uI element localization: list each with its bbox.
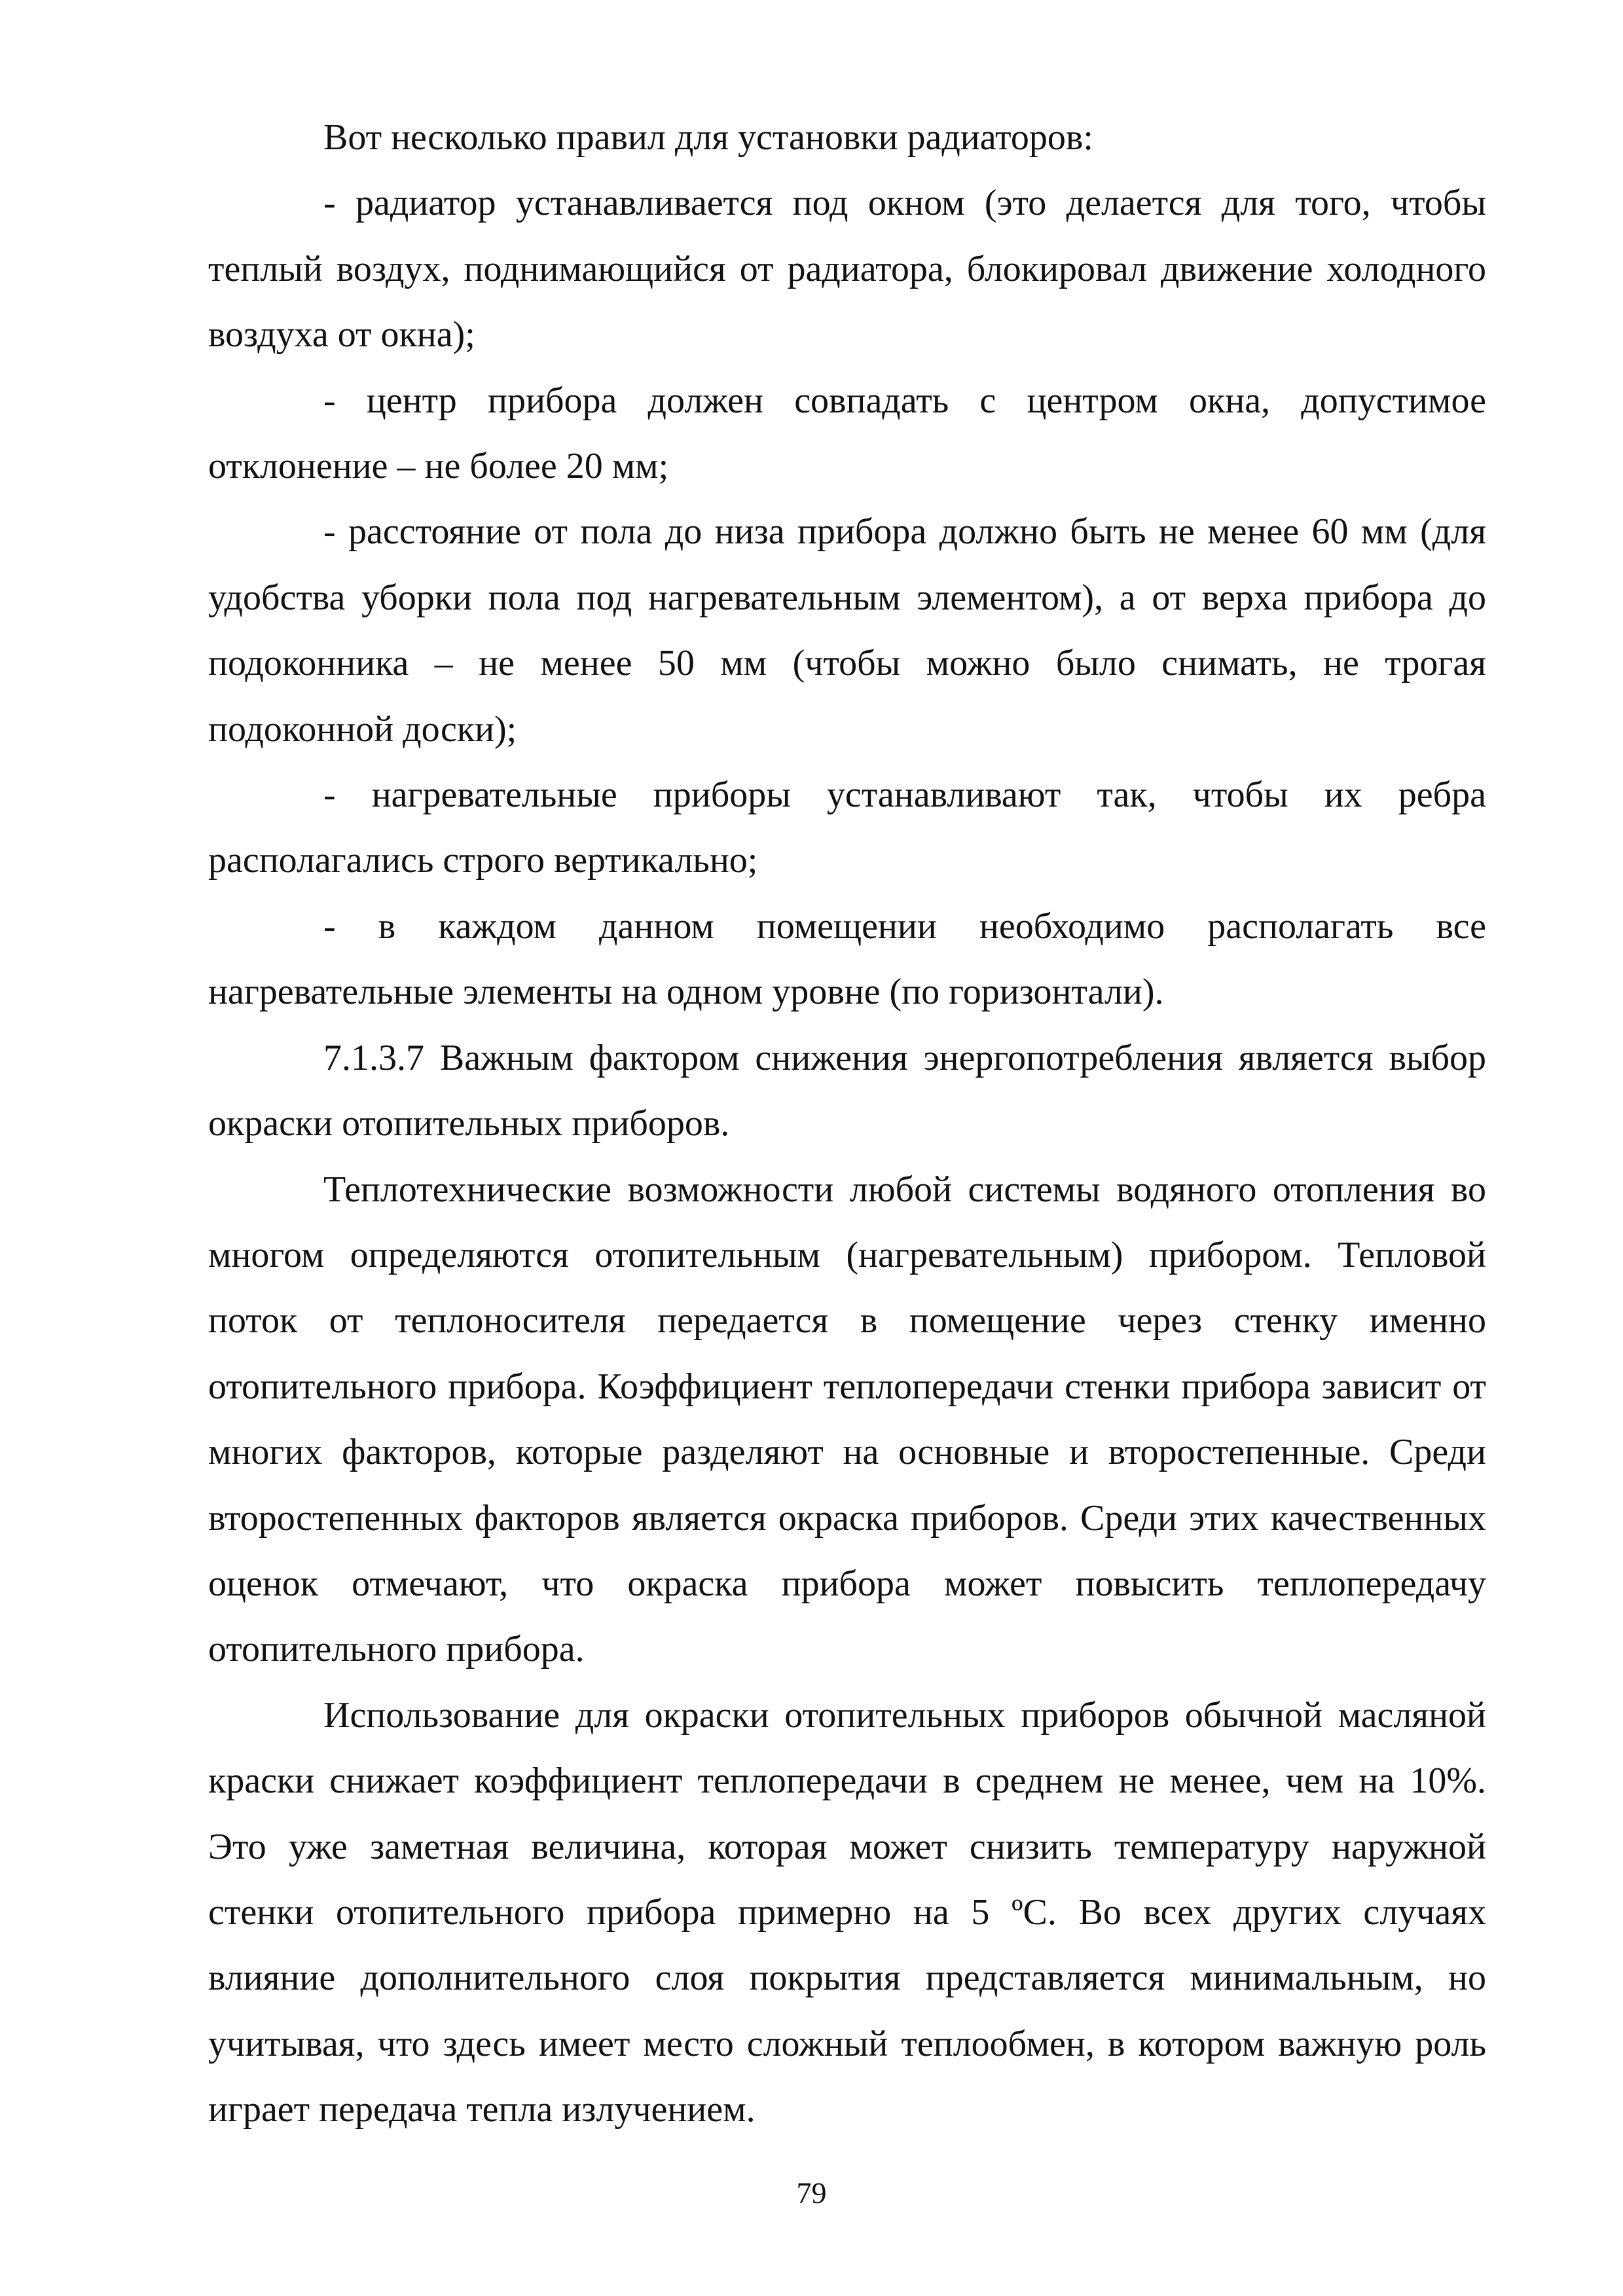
paragraph-heat-capability: Теплотехнические возможности любой системы водяного отопления во многом определяются отопительным (нагревательным) прибором. Тепловой поток от теплоносителя передается в помещение через стенку именно отопительного прибора. Коэффициент теплопередачи стенки прибора зависит от многих факторов, которые разделяют на основные и второстепенные. Среди второстепенных факторов является окраска приборов. Среди этих качественных оценок отмечают, что окраска прибора может повысить теплопередачу отопительного прибора. bbox=[208, 1169, 1486, 1670]
paragraph-oil-paint: Использование для окраски отопительных приборов обычной масляной краски снижает коэффициент теплопередачи в среднем не менее, чем на 10%. Это уже заметная величина, которая может снизить температуру наружной стенки отопительного прибора примерно на 5 ºС. Во всех других случаях влияние дополнительного слоя покрытия представляется минимальным, но учитывая, что здесь имеет место сложный теплообмен, в котором важную роль играет передача тепла излучением. bbox=[208, 1694, 1486, 2130]
page-body bbox=[208, 105, 1486, 2143]
page-number: 79 bbox=[796, 2176, 827, 2210]
paragraph-rule-distance: - расстояние от пола до низа прибора должно быть не менее 60 мм (для удобства уборки пола под нагревательным элементом), а от верха прибора до подоконника – не менее 50 мм (чтобы можно было снимать, не трогая подоконной доски); bbox=[208, 511, 1486, 750]
paragraph-intro: Вот несколько правил для установки радиаторов: bbox=[323, 117, 1093, 158]
paragraph-rule-center: - центр прибора должен совпадать с центром окна, допустимое отклонение – не более 20 мм; bbox=[208, 380, 1486, 487]
paragraph-rule-vertical: - нагревательные приборы устанавливают так, чтобы их ребра располагались строго вертикально; bbox=[208, 774, 1486, 881]
paragraph-rule-under-window: - радиатор устанавливается под окном (это делается для того, чтобы теплый воздух, поднимающийся от радиатора, блокировал движение холодного воздуха от окна); bbox=[208, 183, 1486, 355]
paragraph-section-7-1-3-7: 7.1.3.7 Важным фактором снижения энергопотребления является выбор окраски отопительных приборов. bbox=[208, 1037, 1486, 1144]
paragraph-rule-level: - в каждом данном помещении необходимо располагать все нагревательные элементы на одном уровне (по горизонтали). bbox=[208, 905, 1486, 1013]
